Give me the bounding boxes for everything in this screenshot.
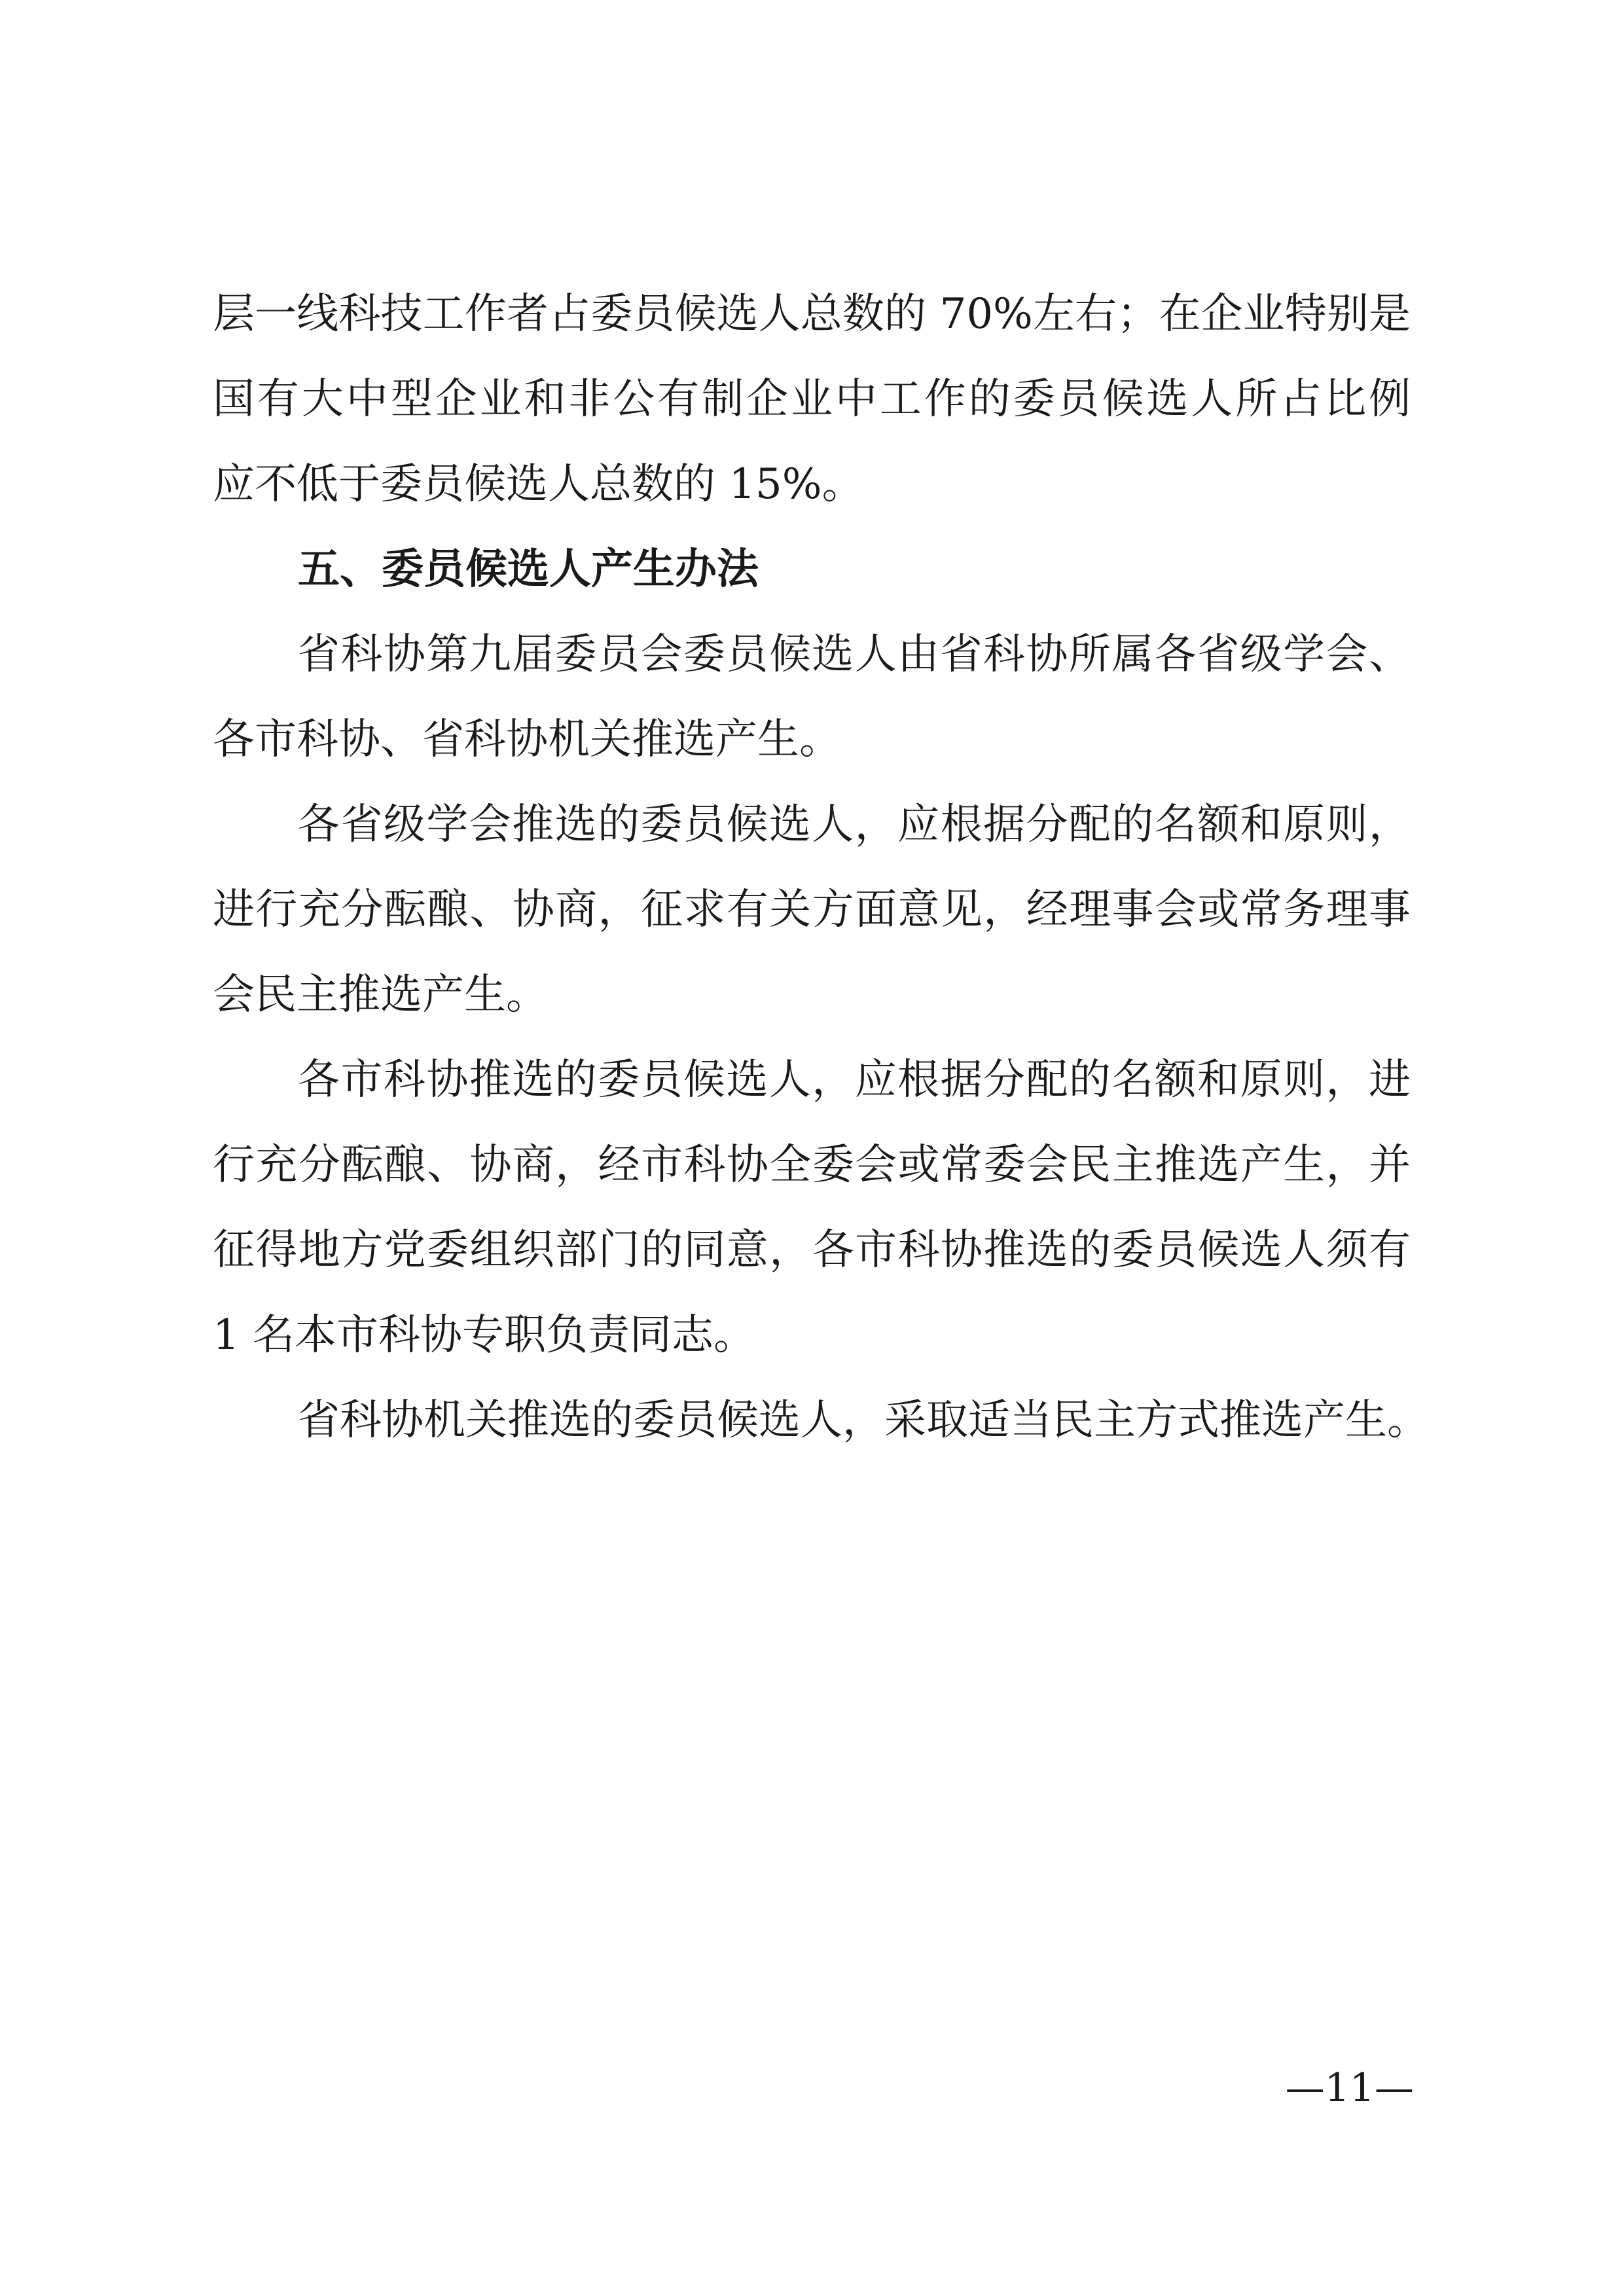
- text-line: 进行充分酝酿、协商，征求有关方面意见，经理事会或常务理事: [213, 886, 1411, 934]
- text-line: 国有大中型企业和非公有制企业中工作的委员候选人所占比例: [213, 375, 1411, 424]
- text-line: 省科协第九届委员会委员候选人由省科协所属各省级学会、: [298, 630, 1411, 679]
- section-heading: 五、委员候选人产生办法: [298, 545, 759, 594]
- text-line: 各省级学会推选的委员候选人，应根据分配的名额和原则，: [298, 801, 1411, 849]
- page-number: —11—: [1285, 2065, 1414, 2111]
- text-line: 行充分酝酿、协商，经市科协全委会或常委会民主推选产生，并: [213, 1141, 1411, 1189]
- text-line: 各市科协推选的委员候选人，应根据分配的名额和原则，进: [298, 1056, 1411, 1104]
- text-line: 省科协机关推选的委员候选人，采取适当民主方式推选产生。: [298, 1396, 1429, 1445]
- text-line: 1 名本市科协专职负责同志。: [213, 1311, 756, 1360]
- text-line: 各市科协、省科协机关推选产生。: [213, 715, 841, 764]
- text-line: 层一线科技工作者占委员候选人总数的 70%左右；在企业特别是: [213, 290, 1411, 338]
- text-line: 征得地方党委组织部门的同意，各市科协推选的委员候选人须有: [213, 1226, 1411, 1274]
- text-line: 应不低于委员候选人总数的 15%。: [213, 460, 864, 509]
- text-line: 会民主推选产生。: [213, 971, 548, 1019]
